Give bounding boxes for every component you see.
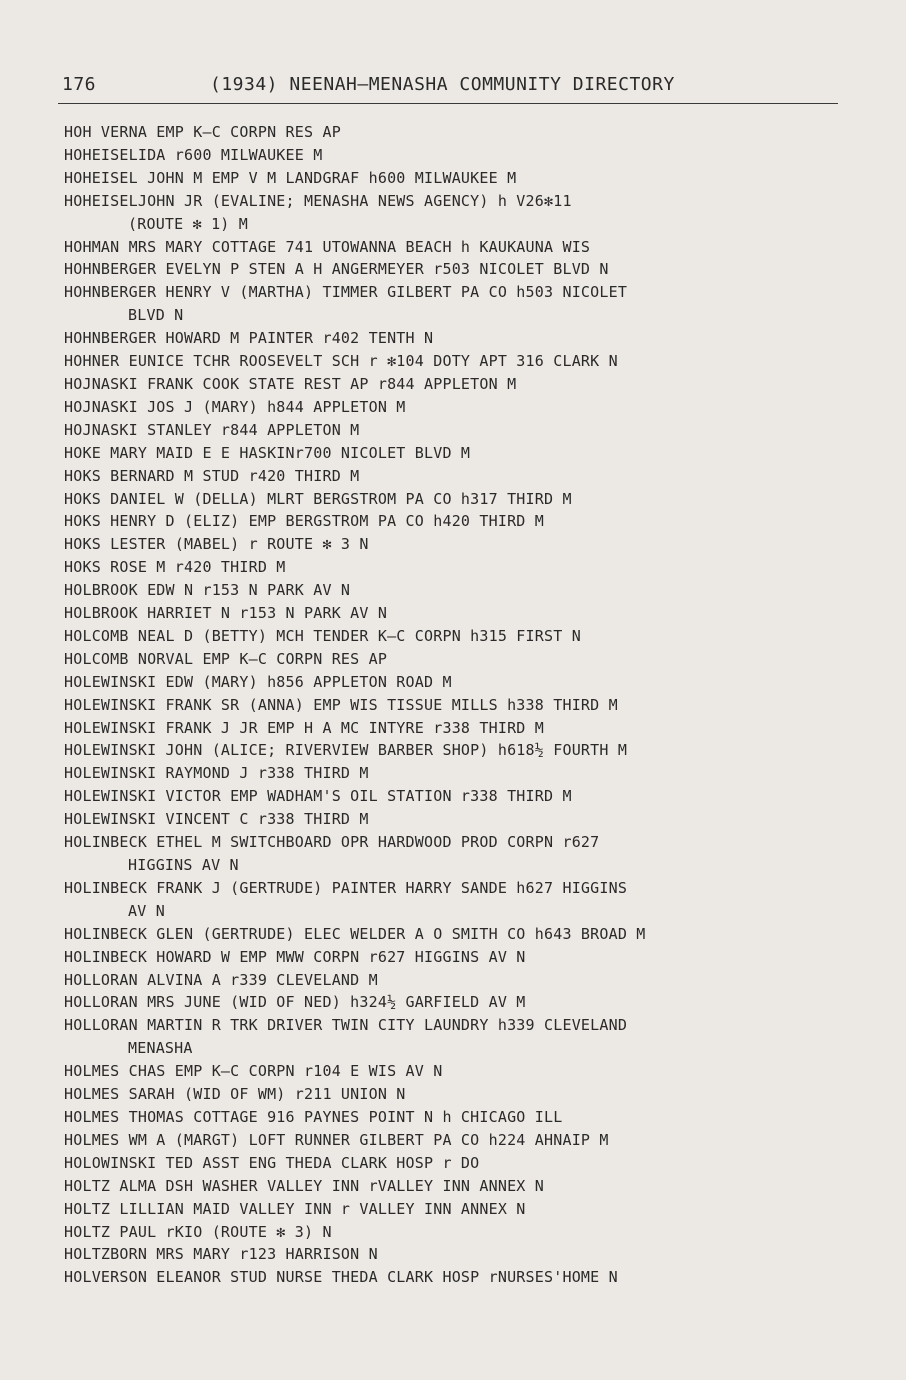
directory-entry: HOLEWINSKI EDW (MARY) h856 APPLETON ROAD M xyxy=(64,672,452,691)
directory-entry: HOLEWINSKI RAYMOND J r338 THIRD M xyxy=(64,764,369,783)
directory-entry: HOHNBERGER EVELYN P STEN A H ANGERMEYER r503 NICOLET BLVD N xyxy=(64,260,609,279)
directory-entry: HOLEWINSKI VINCENT C r338 THIRD M xyxy=(64,810,369,829)
directory-entry: HOLTZBORN MRS MARY r123 HARRISON N xyxy=(64,1245,378,1264)
directory-entry: HOLVERSON ELEANOR STUD NURSE THEDA CLARK HOSP rNURSES'HOME N xyxy=(64,1268,618,1287)
directory-entries xyxy=(64,121,864,1289)
directory-entry: HOHNER EUNICE TCHR ROOSEVELT SCH r ✻104 DOTY APT 316 CLARK N xyxy=(64,352,618,371)
directory-entry: HOKS DANIEL W (DELLA) MLRT BERGSTROM PA CO h317 THIRD M xyxy=(64,489,572,508)
directory-entry: HOLBROOK HARRIET N r153 N PARK AV N xyxy=(64,604,388,623)
directory-entry: HOLINBECK HOWARD W EMP MWW CORPN r627 HIGGINS AV N xyxy=(64,947,526,966)
directory-entry: HOJNASKI JOS J (MARY) h844 APPLETON M xyxy=(64,397,406,416)
directory-entry: HOKS HENRY D (ELIZ) EMP BERGSTROM PA CO h420 THIRD M xyxy=(64,512,544,531)
directory-entry: HOHEISELJOHN JR (EVALINE; MENASHA NEWS AGENCY) h V26✻11 xyxy=(64,191,572,210)
page-title: (1934) NEENAH–MENASHA COMMUNITY DIRECTORY xyxy=(210,74,675,95)
directory-entry: HOLTZ ALMA DSH WASHER VALLEY INN rVALLEY INN ANNEX N xyxy=(64,1176,544,1195)
directory-entry: HOLINBECK ETHEL M SWITCHBOARD OPR HARDWOOD PROD CORPN r627 xyxy=(64,833,600,852)
directory-entry: HOHEISEL JOHN M EMP V M LANDGRAF h600 MILWAUKEE M xyxy=(64,168,517,187)
directory-entry: HOKS BERNARD M STUD r420 THIRD M xyxy=(64,466,360,485)
directory-entry: HOLINBECK FRANK J (GERTRUDE) PAINTER HARRY SANDE h627 HIGGINS xyxy=(64,878,628,897)
directory-entry: HOH VERNA EMP K–C CORPN RES AP xyxy=(64,123,341,141)
directory-entry: HOLMES THOMAS COTTAGE 916 PAYNES POINT N h CHICAGO ILL xyxy=(64,1107,563,1126)
directory-entry: HOHNBERGER HENRY V (MARTHA) TIMMER GILBERT PA CO h503 NICOLET xyxy=(64,283,628,302)
directory-entry: HOLLORAN MARTIN R TRK DRIVER TWIN CITY LAUNDRY h339 CLEVELAND xyxy=(64,1016,628,1035)
directory-entry: HIGGINS AV N xyxy=(128,856,239,874)
directory-entry: HOLCOMB NEAL D (BETTY) MCH TENDER K–C CORPN h315 FIRST N xyxy=(64,626,581,645)
directory-entry: AV N xyxy=(128,901,165,920)
directory-entry: HOLMES SARAH (WID OF WM) r211 UNION N xyxy=(64,1085,406,1104)
directory-entry: HOLMES WM A (MARGT) LOFT RUNNER GILBERT PA CO h224 AHNAIP M xyxy=(64,1130,609,1149)
directory-entry: HOLOWINSKI TED ASST ENG THEDA CLARK HOSP r DO xyxy=(64,1153,480,1172)
page-number: 176 xyxy=(62,74,97,95)
directory-entry: HOKS ROSE M r420 THIRD M xyxy=(64,558,286,577)
directory-entry: HOLCOMB NORVAL EMP K–C CORPN RES AP xyxy=(64,649,388,668)
directory-entry: HOLLORAN ALVINA A r339 CLEVELAND M xyxy=(64,970,378,989)
directory-entry: BLVD N xyxy=(128,306,184,325)
directory-entry: HOLEWINSKI FRANK J JR EMP H A MC INTYRE r338 THIRD M xyxy=(64,718,544,737)
directory-entry: MENASHA xyxy=(128,1039,193,1058)
directory-entry: HOHEISELIDA r600 MILWAUKEE M xyxy=(64,145,323,164)
directory-entry: HOLMES CHAS EMP K–C CORPN r104 E WIS AV N xyxy=(64,1062,443,1081)
directory-entry: HOLTZ LILLIAN MAID VALLEY INN r VALLEY INN ANNEX N xyxy=(64,1199,526,1218)
directory-entry: HOLEWINSKI FRANK SR (ANNA) EMP WIS TISSUE MILLS h338 THIRD M xyxy=(64,695,618,714)
directory-entry: HOJNASKI FRANK COOK STATE REST AP r844 APPLETON M xyxy=(64,374,517,393)
directory-entry: HOHMAN MRS MARY COTTAGE 741 UTOWANNA BEACH h KAUKAUNA WIS xyxy=(64,237,591,256)
directory-entry: HOLEWINSKI JOHN (ALICE; RIVERVIEW BARBER SHOP) h618½ FOURTH M xyxy=(64,741,628,760)
directory-entry: (ROUTE ✻ 1) M xyxy=(128,214,248,233)
directory-entry: HOLTZ PAUL rKIO (ROUTE ✻ 3) N xyxy=(64,1222,332,1241)
directory-entry: HOKS LESTER (MABEL) r ROUTE ✻ 3 N xyxy=(64,535,369,554)
directory-entry: HOLINBECK GLEN (GERTRUDE) ELEC WELDER A O SMITH CO h643 BROAD M xyxy=(64,924,646,943)
header-rule xyxy=(58,103,838,104)
directory-entry: HOKE MARY MAID E E HASKINr700 NICOLET BLVD M xyxy=(64,443,471,462)
directory-entry: HOHNBERGER HOWARD M PAINTER r402 TENTH N xyxy=(64,329,434,348)
directory-entry: HOLLORAN MRS JUNE (WID OF NED) h324½ GARFIELD AV M xyxy=(64,993,526,1012)
directory-entry: HOJNASKI STANLEY r844 APPLETON M xyxy=(64,420,360,439)
directory-entry: HOLEWINSKI VICTOR EMP WADHAM'S OIL STATION r338 THIRD M xyxy=(64,787,572,806)
directory-entry: HOLBROOK EDW N r153 N PARK AV N xyxy=(64,581,351,600)
